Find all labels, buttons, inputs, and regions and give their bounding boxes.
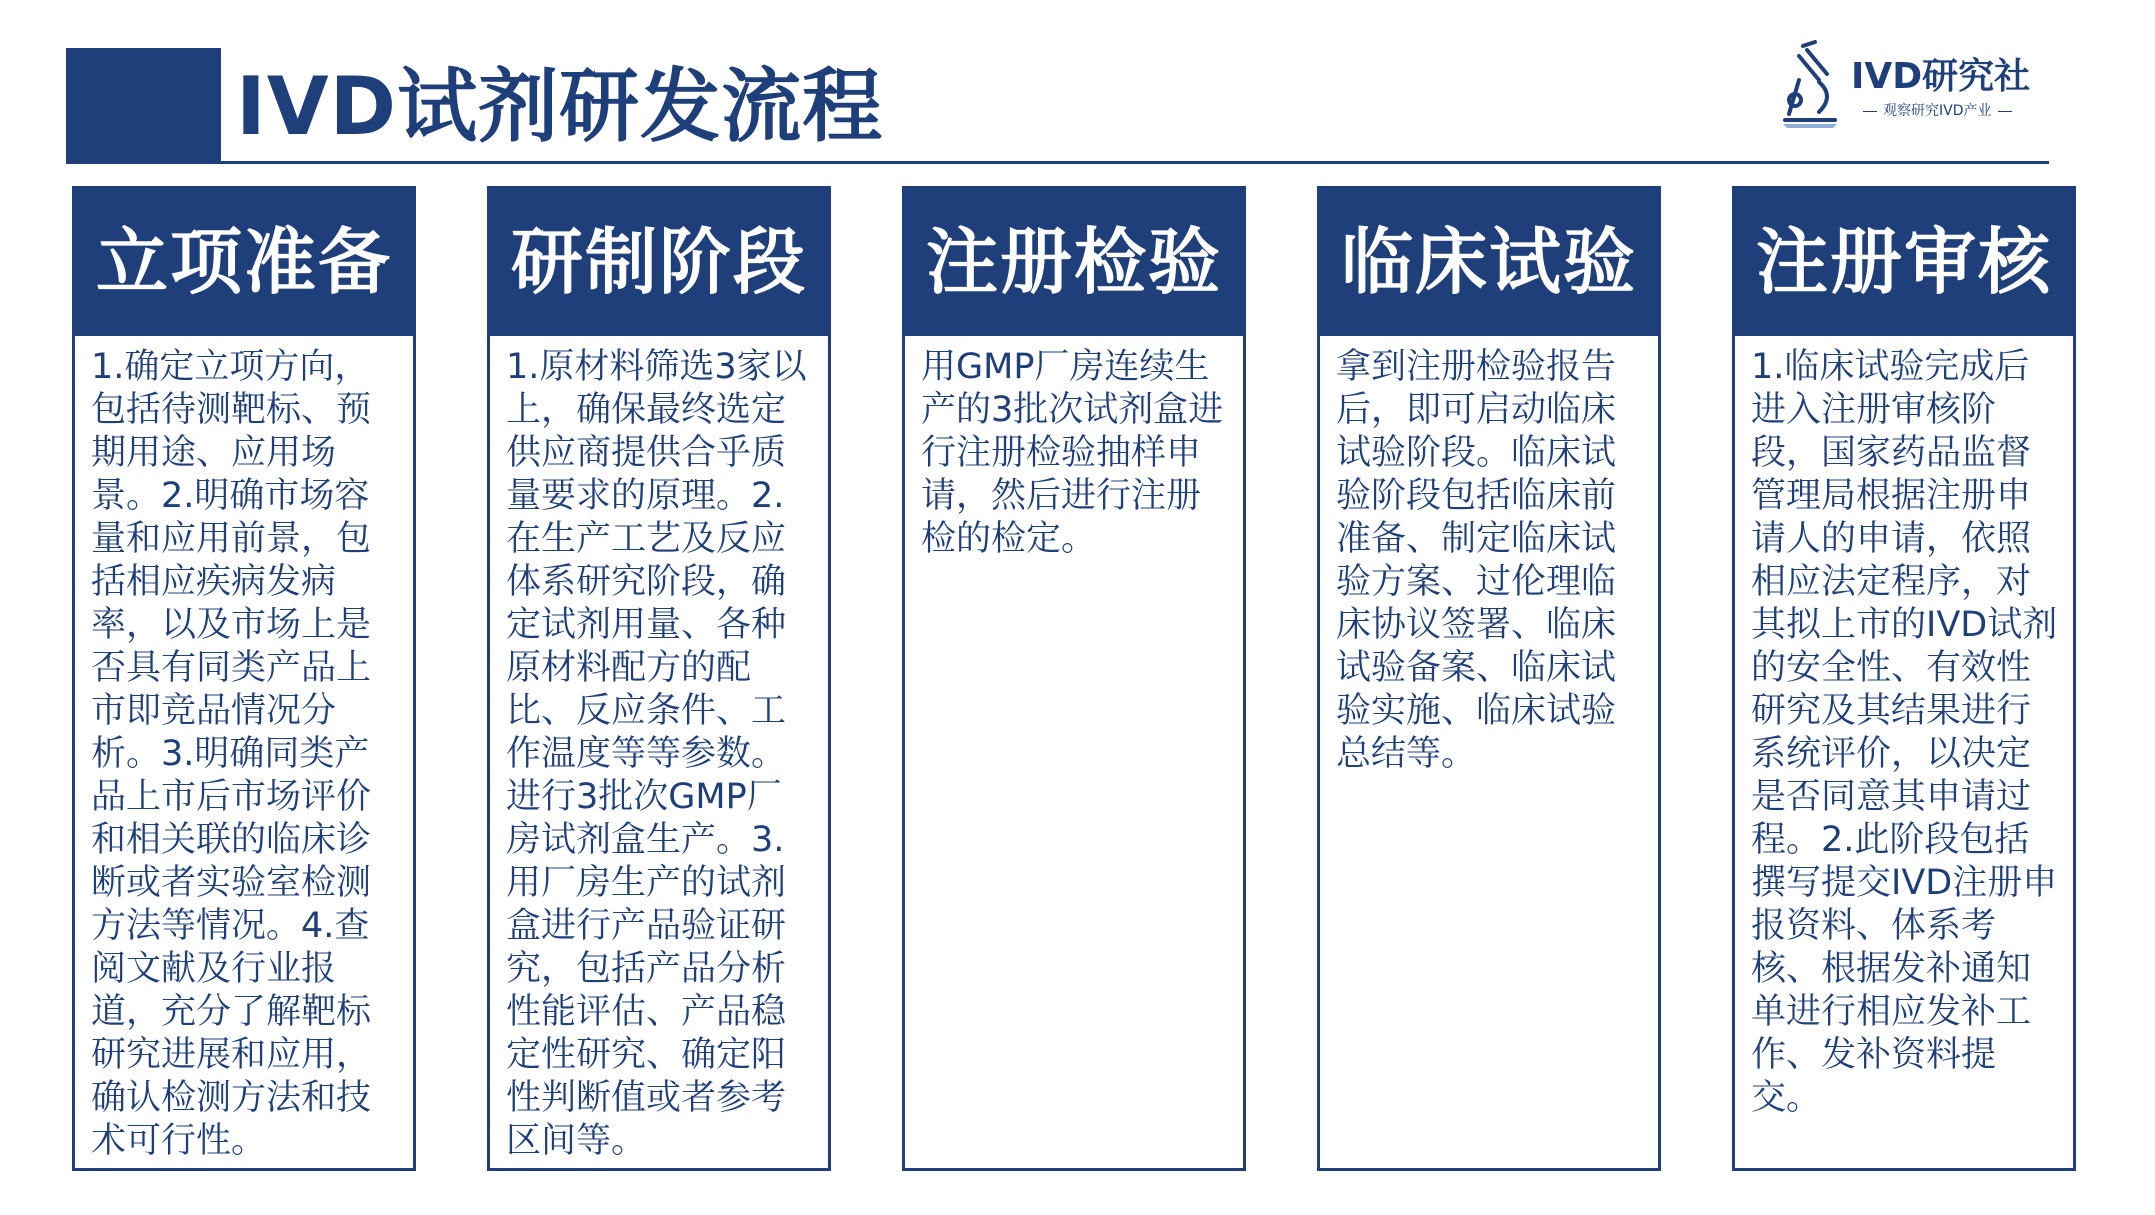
column-header: 注册审核 — [1735, 189, 2073, 336]
title-divider — [66, 161, 2049, 164]
column-lixiang-zhunbei — [72, 186, 416, 1171]
column-body: 拿到注册检验报告后，即可启动临床试验阶段。临床试验阶段包括临床前准备、制定临床试验方案、过伦理临床协议签署、临床试验备案、临床试验实施、临床试验总结等。 — [1336, 347, 1617, 774]
column-zhuce-jianyan — [902, 186, 1246, 1171]
logo-tagline — [1857, 100, 2018, 120]
column-header: 研制阶段 — [490, 189, 828, 336]
column-body: 1.原材料筛选3家以上，确保最终选定供应商提供合乎质量要求的原理。2. 在生产工艺及反应体系研究阶段，确定试剂用量、各种原材料配方的配比、反应条件、工作温度等等参数。进行3批次GMP厂房试剂盒生产。3. 用厂房生产的试剂盒进行产品验证研究，包括产品分析性能评估、产品稳定性研究、确定阳性判断值或者参考区间等。 — [506, 347, 807, 1161]
column-body: 1.临床试验完成后进入注册审核阶段，国家药品监督管理局根据注册申请人的申请，依照相应法定程序，对其拟上市的IVD试剂的安全性、有效性研究及其结果进行系统评价，以决定是否同意其申请过程。2.此阶段包括撰写提交IVD注册申报资料、体系考核、根据发补通知单进行相应发补工作、发补资料提交。 — [1751, 347, 2058, 1118]
page-title: IVD试剂研发流程 — [236, 60, 884, 153]
column-header: 临床试验 — [1320, 189, 1658, 336]
microscope-icon — [1775, 40, 1845, 130]
column-body: 用GMP厂房连续生产的3批次试剂盒进行注册检验抽样申请，然后进行注册检的检定。 — [921, 347, 1224, 559]
title-accent-block — [66, 48, 221, 164]
column-header: 立项准备 — [75, 189, 413, 336]
process-columns — [72, 186, 2082, 1176]
logo-name: IVD研究社 — [1851, 56, 2031, 97]
column-linchuang-shiyan — [1317, 186, 1661, 1171]
brand-logo — [1775, 40, 2035, 130]
column-header: 注册检验 — [905, 189, 1243, 336]
logo-tagline-text: 观察研究IVD产业 — [1883, 103, 1992, 119]
column-zhuce-shenhe — [1732, 186, 2076, 1171]
column-body: 1.确定立项方向，包括待测靶标、预期用途、应用场景。2.明确市场容量和应用前景，包括相应疾病发病率，以及市场上是否具有同类产品上市即竞品情况分析。3.明确同类产品上市后市场评价和相关联的临床诊断或者实验室检测方法等情况。4.查阅文献及行业报道，充分了解靶标研究进展和应用，确认检测方法和技术可行性。 — [91, 347, 372, 1161]
column-yanzhi-jieduan — [487, 186, 831, 1171]
